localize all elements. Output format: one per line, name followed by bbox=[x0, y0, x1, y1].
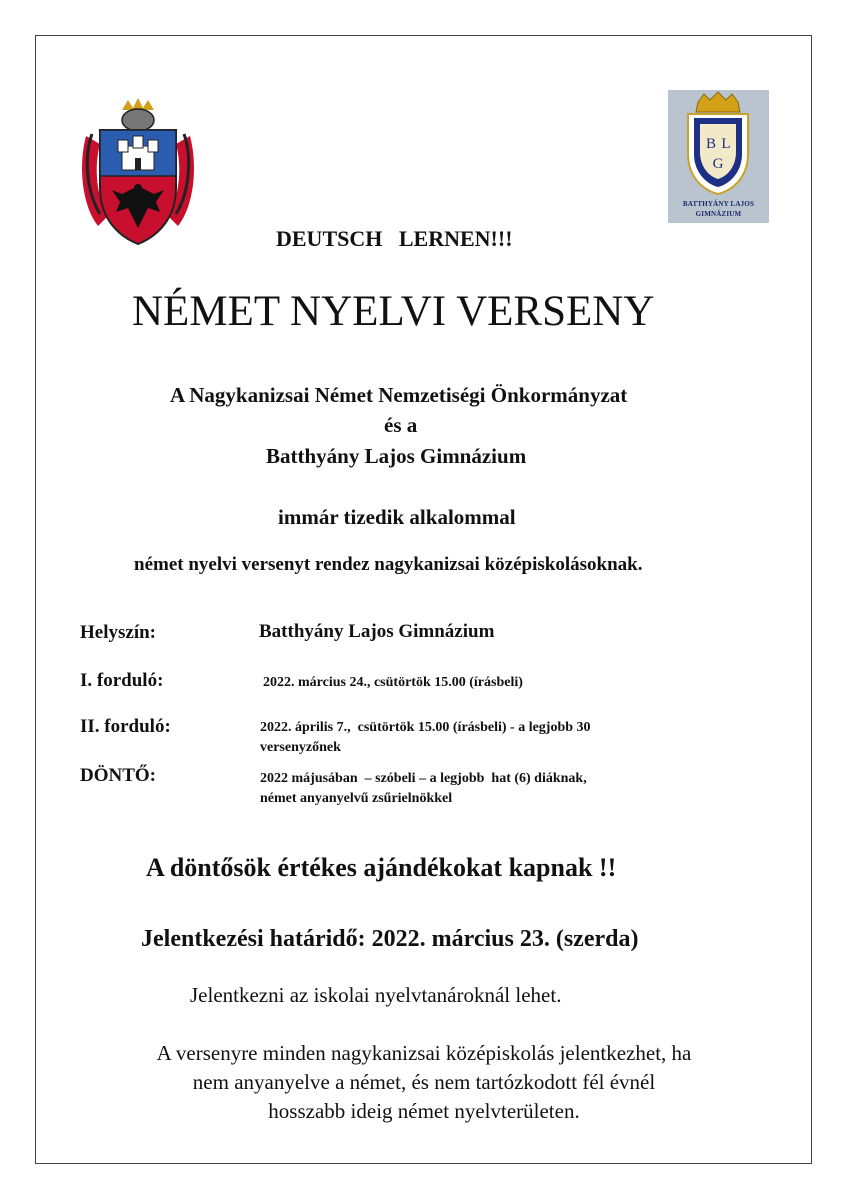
venue-value: Batthyány Lajos Gimnázium bbox=[259, 621, 495, 642]
eligibility-line1: A versenyre minden nagykanizsai középiskolás jelentkezhet, ha bbox=[156, 1041, 692, 1065]
crest-initial-l: L bbox=[721, 136, 731, 152]
crest-initial-b: B bbox=[705, 136, 717, 152]
crest-initial-g: G bbox=[712, 156, 724, 172]
page-title: NÉMET NYELVI VERSENY bbox=[132, 288, 655, 335]
final-value-line2: német anyanyelvű zsűrielnökkel bbox=[260, 791, 453, 806]
school-crest-logo bbox=[668, 90, 769, 223]
round2-label: II. forduló: bbox=[80, 716, 171, 737]
organizer-line3: Batthyány Lajos Gimnázium bbox=[266, 444, 527, 468]
intro-line1: immár tizedik alkalommal bbox=[278, 505, 516, 529]
crest-caption-line1: BATTHYÁNY LAJOS bbox=[682, 200, 755, 208]
intro-line2: német nyelvi versenyt rendez nagykanizsai középiskolásoknak. bbox=[134, 554, 643, 575]
eligibility-line2: nem anyanyelve a német, és nem tartózkodott fél évnél bbox=[192, 1070, 656, 1094]
registration-deadline: Jelentkezési határidő: 2022. március 23. (szerda) bbox=[141, 926, 639, 952]
round2-value-line2: versenyzőnek bbox=[260, 740, 341, 755]
organizer-line2: és a bbox=[384, 413, 418, 437]
round1-label: I. forduló: bbox=[80, 670, 164, 691]
final-label: DÖNTŐ: bbox=[80, 765, 156, 786]
prizes-note: A döntősök értékes ajándékokat kapnak !! bbox=[146, 853, 617, 882]
apply-info: Jelentkezni az iskolai nyelvtanároknál lehet. bbox=[190, 983, 562, 1007]
organizer-line1: A Nagykanizsai Német Nemzetiségi Önkormányzat bbox=[170, 383, 628, 407]
round2-value-line1: 2022. április 7., csütörtök 15.00 (írásbeli) - a legjobb 30 bbox=[260, 720, 591, 735]
eligibility-line3: hosszabb ideig német nyelvterületen. bbox=[268, 1099, 580, 1123]
crest-caption-line2: GIMNÁZIUM bbox=[695, 210, 742, 218]
slogan: DEUTSCH LERNEN!!! bbox=[276, 226, 513, 251]
round1-value: 2022. március 24., csütörtök 15.00 (írásbeli) bbox=[263, 675, 523, 690]
coat-of-arms-logo bbox=[78, 96, 198, 246]
final-value-line1: 2022 májusában – szóbeli – a legjobb hat (6) diáknak, bbox=[260, 771, 587, 786]
venue-label: Helyszín: bbox=[80, 622, 156, 643]
